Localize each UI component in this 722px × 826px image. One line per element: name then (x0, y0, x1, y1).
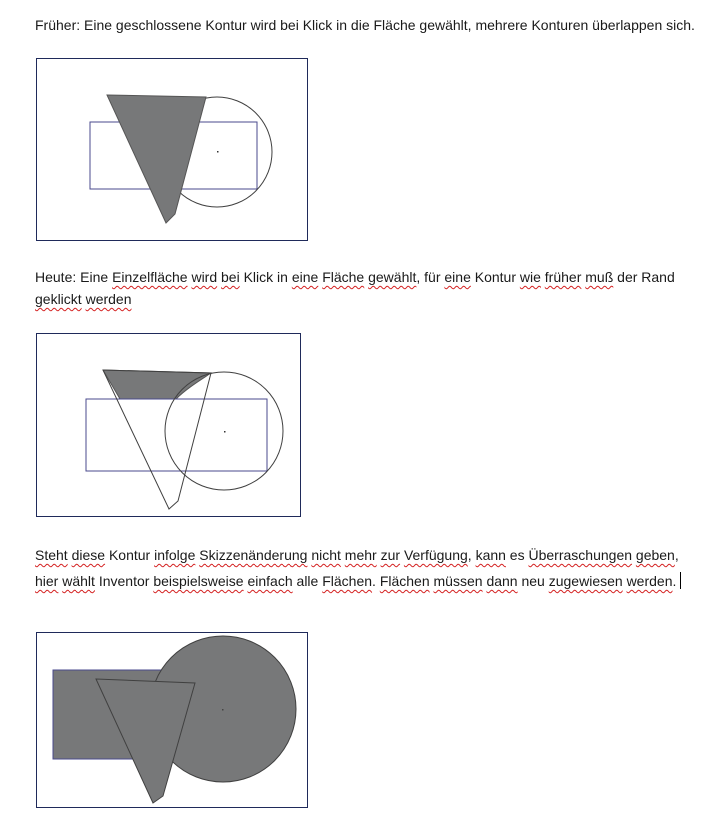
figure-frame (37, 334, 301, 517)
sketch-figure-3[interactable] (36, 632, 308, 808)
text-cursor (680, 572, 681, 589)
circle-center-point (222, 709, 224, 711)
paragraph-heute[interactable]: Heute: Eine Einzelfläche wird bei Klick in eine Fläche gewählt, für eine Kontur wie früher muß der Rand geklickt werden (35, 269, 675, 307)
sketch-figure-1[interactable] (36, 58, 308, 241)
paragraph-frueher[interactable]: Früher: Eine geschlossene Kontur wird bei Klick in die Fläche gewählt, mehrere Konturen überlappen sich. (35, 17, 695, 33)
paragraph-steht[interactable]: Steht diese Kontur infolge Skizzenänderung nicht mehr zur Verfügung, kann es Überraschungen geben, hier wählt Inventor beispielsweise einfach alle Flächen. Flächen müssen dann neu zugewiesen werden. (35, 542, 705, 594)
sketch-figure-2[interactable] (36, 333, 301, 517)
circle-center-point (217, 151, 219, 153)
circle-center-point (224, 431, 226, 433)
